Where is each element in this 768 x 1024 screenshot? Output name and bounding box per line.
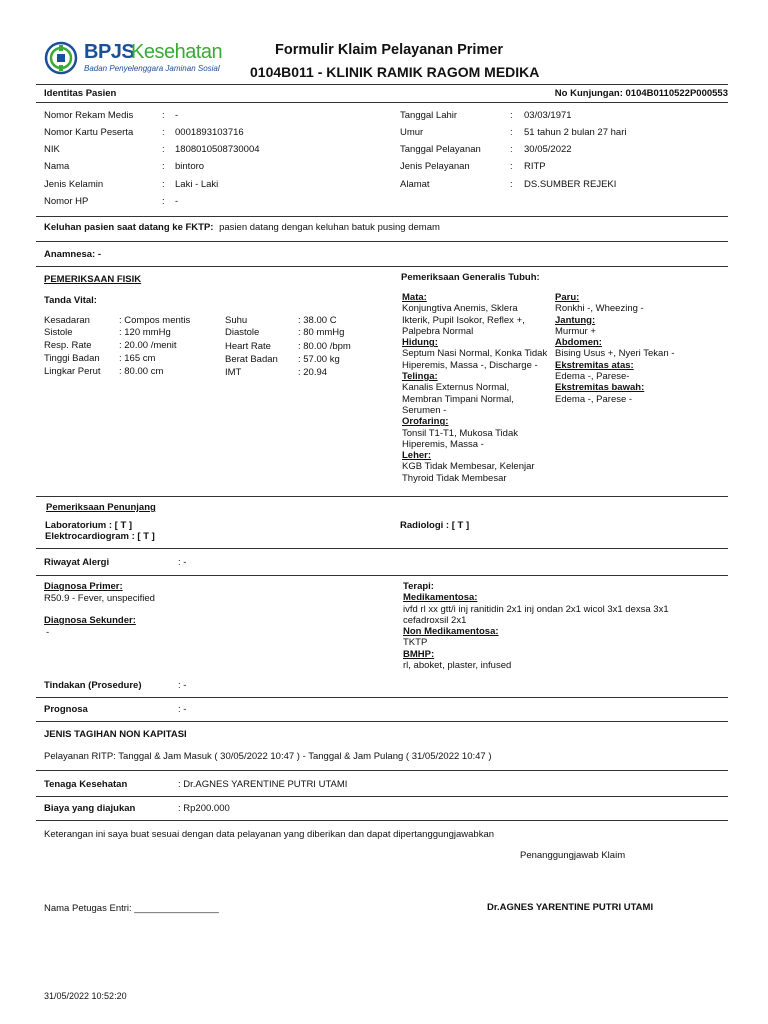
tanda-vital-label: Tanda Vital:	[44, 295, 97, 306]
logo-brand2: Kesehatan	[131, 41, 223, 63]
field-label: Nama	[44, 161, 70, 172]
biaya-value: : Rp200.000	[178, 803, 230, 814]
generalis-text: Tonsil T1-T1, Mukosa Tidak Hiperemis, Massa -	[402, 427, 518, 450]
vital-label: Suhu	[225, 315, 248, 326]
field-value: bintoro	[175, 161, 205, 172]
field-value: -	[175, 196, 179, 207]
divider	[36, 102, 728, 103]
divider	[36, 216, 728, 217]
generalis-title: Telinga:	[402, 371, 438, 383]
field-value: RITP	[524, 161, 546, 172]
fisik-heading: PEMERIKSAAN FISIK	[44, 274, 142, 285]
generalis-title: Jantung:	[555, 314, 596, 326]
logo-brand: BPJS	[84, 41, 135, 63]
penunjang-heading: Pemeriksaan Penunjang	[46, 502, 156, 513]
divider	[36, 241, 728, 242]
bmhp-label: BMHP:	[403, 648, 435, 660]
clinic-title: 0104B011 - KLINIK RAMIK RAGOM MEDIKA	[250, 64, 540, 80]
print-timestamp: 31/05/2022 10:52:20	[44, 991, 127, 1001]
field-value: -	[175, 110, 179, 121]
ekg-value: Elektrocardiogram : [ T ]	[45, 531, 155, 542]
vital-label: Diastole	[225, 327, 260, 338]
vital-value: : 80 mmHg	[298, 327, 345, 338]
colon: :	[162, 161, 165, 172]
divider	[36, 496, 728, 497]
generalis-text: KGB Tidak Membesar, Kelenjar Thyroid Tidak Membesar	[402, 461, 535, 484]
vital-value: : 38.00 C	[298, 315, 337, 326]
prognosa-label: Prognosa	[44, 704, 88, 715]
colon: :	[510, 144, 513, 155]
colon: :	[162, 127, 165, 138]
generalis-heading: Pemeriksaan Generalis Tubuh:	[401, 272, 540, 283]
field-label: Alamat	[400, 179, 430, 190]
field-label: Umur	[400, 127, 424, 138]
field-value: DS.SUMBER REJEKI	[524, 179, 617, 190]
field-value: 30/05/2022	[524, 144, 572, 155]
tagihan-value: Pelayanan RITP: Tanggal & Jam Masuk ( 30/05/2022 10:47 ) - Tanggal & Jam Pulang ( 31/05/2022 10:47 )	[44, 751, 492, 762]
terapi-label: Terapi:	[403, 581, 434, 592]
non-medikamentosa-value: TKTP	[403, 637, 428, 649]
field-value: Laki - Laki	[175, 179, 219, 190]
diagnosa-sekunder-label: Diagnosa Sekunder:	[44, 615, 136, 626]
colon: :	[510, 110, 513, 121]
vital-value: : 80.00 /bpm	[298, 341, 351, 352]
colon: :	[162, 110, 165, 121]
divider	[36, 84, 728, 85]
tenaga-value: : Dr.AGNES YARENTINE PUTRI UTAMI	[178, 779, 348, 790]
field-value: 03/03/1971	[524, 110, 572, 121]
field-label: Tanggal Pelayanan	[400, 144, 481, 155]
logo-subtitle: Badan Penyelenggara Jaminan Sosial	[84, 64, 220, 73]
colon: :	[510, 179, 513, 190]
field-label: NIK	[44, 144, 60, 155]
form-title: Formulir Klaim Pelayanan Primer	[275, 42, 504, 58]
generalis-title: Paru:	[555, 292, 580, 303]
petugas-entri: Nama Petugas Entri: ________________	[44, 903, 219, 914]
field-label: Nomor Kartu Peserta	[44, 127, 134, 138]
penanggungjawab-label: Penanggungjawab Klaim	[520, 850, 626, 861]
vital-value: : 80.00 cm	[119, 366, 164, 377]
field-label: Jenis Kelamin	[44, 179, 104, 190]
field-value: 51 tahun 2 bulan 27 hari	[524, 127, 627, 138]
tindakan-value: : -	[178, 680, 187, 691]
vital-label: Resp. Rate	[44, 340, 92, 351]
vital-value: : 20.94	[298, 367, 328, 378]
colon: :	[162, 179, 165, 190]
bmhp-value: rl, aboket, plaster, infused	[403, 660, 512, 672]
vital-value: : Compos mentis	[119, 315, 191, 326]
generalis-text: Konjungtiva Anemis, Sklera Ikterik, Pupil Isokor, Reflex +, Palpebra Normal	[402, 303, 525, 337]
divider	[36, 770, 728, 771]
generalis-col1	[402, 292, 548, 484]
generalis-title: Leher:	[402, 450, 432, 462]
anamnesa: Anamnesa: -	[44, 249, 102, 260]
colon: :	[162, 144, 165, 155]
generalis-title: Ekstremitas atas:	[555, 359, 634, 371]
divider	[36, 575, 728, 576]
vital-label: Heart Rate	[225, 341, 271, 352]
divider	[36, 266, 728, 267]
medikamentosa-value: ivfd rl xx gtt/i inj ranitidin 2x1 inj ondan 2x1 wicol 3x1 dexsa 3x1 cefadroxsil 2x1	[403, 603, 669, 626]
generalis-title: Ekstremitas bawah:	[555, 382, 645, 394]
generalis-title: Mata:	[402, 292, 427, 303]
terapi-block	[403, 581, 713, 671]
vital-value: : 57.00 kg	[298, 354, 340, 365]
vital-value: : 20.00 /menit	[119, 340, 177, 351]
vital-label: Kesadaran	[44, 315, 90, 326]
diagnosa-primer-value: R50.9 - Fever, unspecified	[44, 593, 155, 604]
field-value: 1808010508730004	[175, 144, 260, 155]
divider	[36, 721, 728, 722]
diagnosa-sekunder-value: -	[46, 627, 50, 638]
vital-label: Lingkar Perut	[44, 366, 101, 377]
diagnosa-primer-label: Diagnosa Primer:	[44, 581, 123, 592]
generalis-text: Edema -, Parese-	[555, 371, 630, 383]
generalis-text: Ronkhi -, Wheezing -	[555, 303, 644, 315]
keluhan-label: Keluhan pasien saat datang ke FKTP:	[44, 222, 214, 233]
alergi-value: : -	[178, 557, 187, 568]
vital-label: Berat Badan	[225, 354, 278, 365]
field-value: 0001893103716	[175, 127, 244, 138]
field-label: Jenis Pelayanan	[400, 161, 470, 172]
divider	[36, 796, 728, 797]
colon: :	[162, 196, 165, 207]
tindakan-label: Tindakan (Prosedure)	[44, 680, 142, 691]
generalis-col2	[555, 292, 725, 405]
prognosa-value: : -	[178, 704, 187, 715]
tagihan-heading: JENIS TAGIHAN NON KAPITASI	[44, 729, 187, 740]
generalis-text: Murmur +	[555, 325, 596, 337]
colon: :	[510, 127, 513, 138]
bpjs-logo	[44, 40, 224, 76]
no-kunjungan: No Kunjungan: 0104B0110522P000553	[554, 88, 728, 99]
generalis-title: Hidung:	[402, 337, 438, 349]
vital-value: : 165 cm	[119, 353, 156, 364]
generalis-title: Abdomen:	[555, 337, 602, 349]
bpjs-logo-icon	[44, 41, 78, 75]
vital-label: Tinggi Badan	[44, 353, 100, 364]
vital-value: : 120 mmHg	[119, 327, 171, 338]
vital-label: Sistole	[44, 327, 73, 338]
vital-label: IMT	[225, 367, 242, 378]
non-medikamentosa-label: Non Medikamentosa:	[403, 626, 499, 638]
generalis-text: Kanalis Externus Normal, Membran Timpani Normal, Serumen -	[402, 382, 514, 416]
dokter-name: Dr.AGNES YARENTINE PUTRI UTAMI	[487, 902, 654, 913]
generalis-text: Edema -, Parese -	[555, 393, 633, 405]
generalis-text: Septum Nasi Normal, Konka Tidak Hiperemis, Massa -, Discharge -	[402, 348, 548, 371]
keluhan-row	[44, 222, 440, 233]
field-label: Nomor Rekam Medis	[44, 110, 134, 121]
lab-value: Laboratorium : [ T ]	[45, 520, 133, 531]
biaya-label: Biaya yang diajukan	[44, 803, 136, 814]
field-label: Tanggal Lahir	[400, 110, 458, 121]
keluhan-value: pasien datang dengan keluhan batuk pusing demam	[219, 222, 440, 233]
medikamentosa-label: Medikamentosa:	[403, 592, 478, 604]
field-label: Nomor HP	[44, 196, 89, 207]
generalis-text: Bising Usus +, Nyeri Tekan -	[555, 348, 675, 360]
keterangan: Keterangan ini saya buat sesuai dengan data pelayanan yang diberikan dan dapat dipertanggungjawabkan	[44, 829, 495, 840]
radiologi-value: Radiologi : [ T ]	[400, 520, 470, 531]
divider	[36, 697, 728, 698]
colon: :	[510, 161, 513, 172]
divider	[36, 548, 728, 549]
generalis-title: Orofaring:	[402, 416, 449, 428]
alergi-label: Riwayat Alergi	[44, 557, 110, 568]
identitas-heading: Identitas Pasien	[44, 88, 117, 99]
divider	[36, 820, 728, 821]
tenaga-label: Tenaga Kesehatan	[44, 779, 128, 790]
